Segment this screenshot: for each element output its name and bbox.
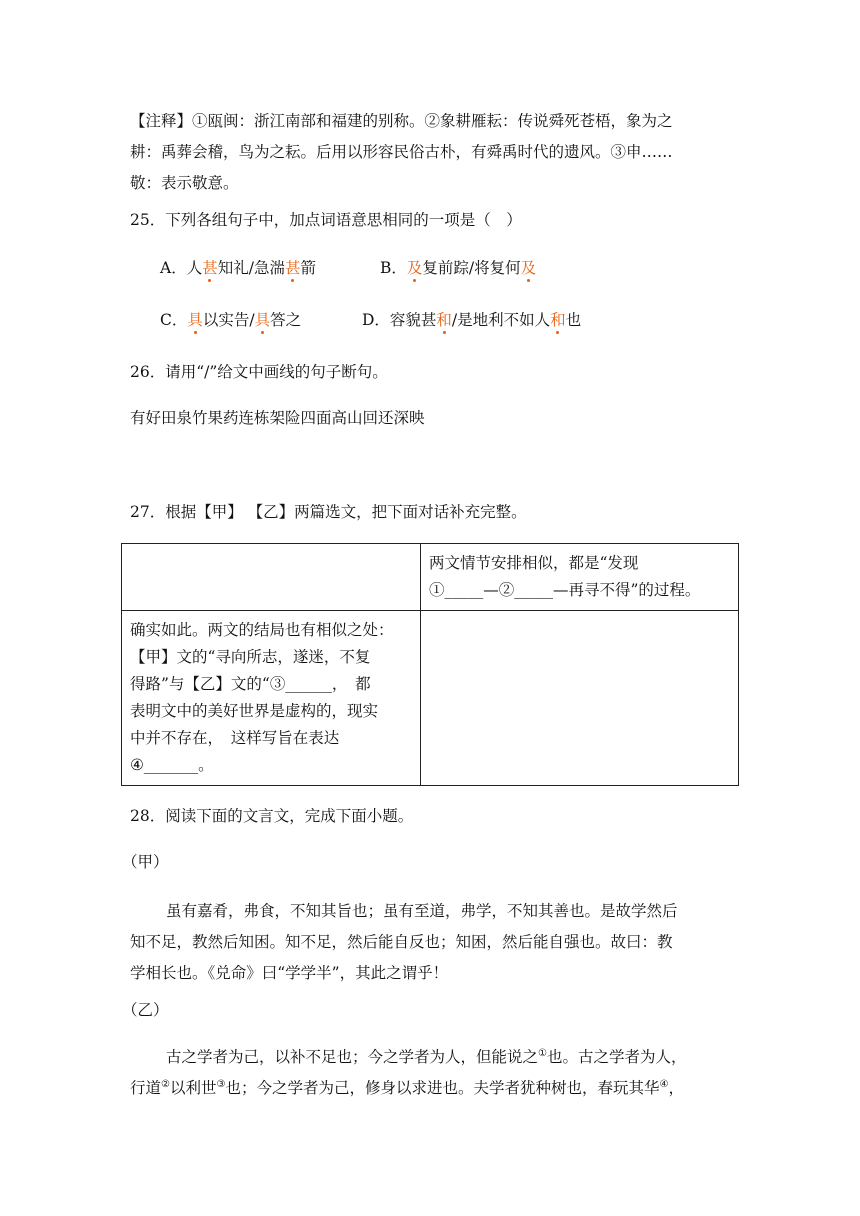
dotted-word: 甚 bbox=[202, 259, 218, 277]
table-cell-empty[interactable] bbox=[421, 611, 739, 786]
table-cell-empty[interactable] bbox=[122, 544, 421, 611]
note-line: 耕：禹葬会稽，鸟为之耘。后用以形容民俗古朴，有舜禹时代的遗风。③申…… bbox=[130, 143, 673, 161]
dotted-word: 及 bbox=[406, 259, 423, 277]
question-26-sentence: 有好田泉竹果药连栋架险四面高山回还深映 bbox=[130, 409, 425, 427]
dotted-word: 和 bbox=[436, 311, 452, 329]
passage-line: 虽有嘉肴，弗食，不知其旨也；虽有至道，弗学，不知其善也。是故学然后 bbox=[166, 902, 678, 920]
question-28-stem: 28．阅读下面的文言文，完成下面小题。 bbox=[130, 807, 414, 825]
footnote-marker: ④ bbox=[659, 1078, 669, 1090]
dotted-word: 及 bbox=[520, 259, 537, 277]
note-line: 【注释】①瓯闽：浙江南部和福建的别称。②象耕雁耘：传说舜死苍梧，象为之 bbox=[130, 112, 673, 130]
dialogue-table bbox=[121, 543, 739, 786]
footnote-marker: ① bbox=[538, 1047, 547, 1059]
passage-jia-label: （甲） bbox=[122, 853, 169, 871]
question-26-stem: 26．请用“/”给文中画线的句子断句。 bbox=[130, 363, 388, 381]
dotted-word: 和 bbox=[550, 311, 566, 329]
passage-yi bbox=[130, 1042, 740, 1104]
passage-jia bbox=[130, 896, 740, 989]
option-a[interactable]: A．人甚知礼/急湍甚箭 bbox=[160, 259, 316, 277]
dotted-word: 具 bbox=[187, 311, 203, 329]
passage-line: 行道②以利世③也；今之学者为己，修身以求进也。夫学者犹种树也，春玩其华④， bbox=[130, 1078, 684, 1097]
option-c[interactable]: C．具以实告/具答之 bbox=[160, 311, 302, 329]
footnote-marker: ③ bbox=[216, 1078, 226, 1090]
table-cell: 确实如此。两文的结局也有相似之处： 【甲】文的“寻向所志，遂迷，不复 得路”与【乙】文的“③______， 都 表明文中的美好世界是虚构的，现实 中并不存在， 这样写旨在表达 ④_______。 bbox=[122, 611, 421, 786]
dotted-word: 甚 bbox=[284, 259, 301, 277]
annotation-note bbox=[130, 106, 740, 199]
option-b[interactable]: B．及复前踪/将复何及 bbox=[379, 259, 537, 277]
passage-line: 古之学者为己，以补不足也；今之学者为人，但能说之①也。古之学者为人， bbox=[166, 1047, 687, 1066]
table-row bbox=[122, 544, 739, 611]
question-25-options-row2 bbox=[160, 308, 770, 332]
passage-yi-label: （乙） bbox=[122, 1001, 169, 1019]
footnote-marker: ② bbox=[161, 1078, 170, 1090]
table-cell: 两文情节安排相似，都是“发现 ①_____—②_____—再寻不得”的过程。 bbox=[421, 544, 739, 611]
table-row bbox=[122, 611, 739, 786]
question-27-stem: 27．根据【甲】 【乙】两篇选文，把下面对话补充完整。 bbox=[130, 503, 527, 521]
passage-line: 知不足，教然后知困。知不足，然后能自反也；知困，然后能自强也。故曰：教 bbox=[130, 933, 673, 951]
dotted-word: 具 bbox=[254, 311, 271, 329]
question-25-options-row1 bbox=[160, 256, 770, 280]
note-line: 敬：表示敬意。 bbox=[130, 174, 239, 192]
passage-line: 学相长也。《兑命》曰“学学半”，其此之谓乎！ bbox=[130, 964, 449, 982]
option-d[interactable]: D．容貌甚和/是地利不如人和也 bbox=[361, 311, 582, 329]
question-25-stem: 25．下列各组句子中，加点词语意思相同的一项是（ ） bbox=[130, 211, 522, 229]
